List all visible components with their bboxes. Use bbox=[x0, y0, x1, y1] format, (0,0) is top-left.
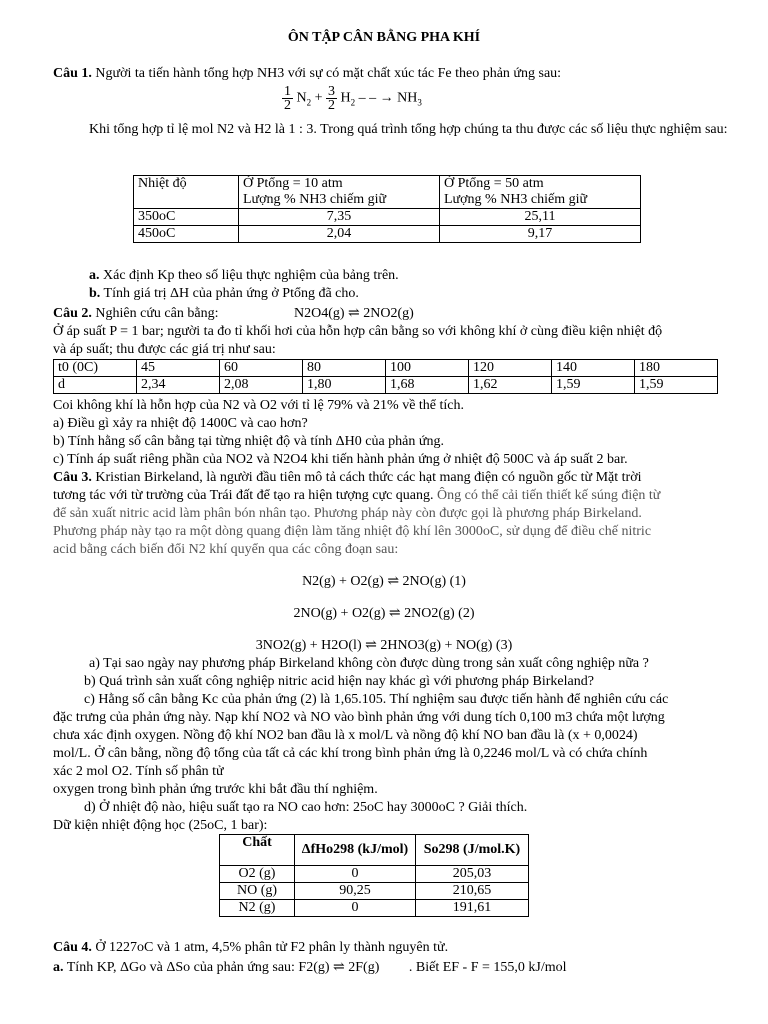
table-row: O2 (g) 0 205,03 bbox=[220, 866, 529, 883]
q1-paragraph: Khi tổng hợp tỉ lệ mol N2 và H2 là 1 : 3. Trong quá trình tổng hợp chúng ta thu được các số liệu thực nghiệm sau: bbox=[89, 122, 728, 137]
q2-air-note: Coi không khí là hỗn hợp của N2 và O2 với tỉ lệ 79% và 21% về thể tích. bbox=[53, 398, 465, 413]
q3-equation-3: 3NO2(g) + H2O(l) ⇌ 2HNO3(g) + NO(g) (3) bbox=[255, 638, 513, 653]
q3-question-c-line-3: chưa xác định oxygen. Nồng độ khí NO2 ban đầu là x mol/L và nồng độ khí NO ban đầu là (x + 0,0024) bbox=[53, 728, 638, 743]
q2-reaction: N2O4(g) ⇌ 2NO2(g) bbox=[294, 306, 414, 321]
q3-line-5: acid bằng cách biến đổi N2 khí quyển qua các công đoạn sau: bbox=[53, 542, 399, 557]
q1-question-b: b. Tính giá trị ΔH của phản ứng ở Ptổng đã cho. bbox=[89, 286, 359, 301]
q1-th-p50: Ở Ptổng = 50 atm Lượng % NH3 chiếm giữ bbox=[440, 176, 641, 209]
q3-question-c-line-5: xác 2 mol O2. Tính số phân tử bbox=[53, 764, 224, 779]
q1-intro-line bbox=[53, 66, 561, 82]
q4-label: Câu 4. bbox=[53, 940, 92, 955]
q3-line-2: tương tác với từ trường của Trái đất để tạo ra hiện tượng cực quang. Ông có thể cải tiến thiết kế súng điện từ bbox=[53, 488, 661, 503]
q1-reaction: $\frac{1}{2}$ $N_2$ + $\frac{3}{2}$ $H_2$ – – → $NH_3$ bbox=[284, 84, 422, 113]
q3-line-4: Phương pháp này tạo ra một dòng quang điện làm tăng nhiệt độ khí lên 3000oC, sử dụng để điều chế nitric bbox=[53, 524, 652, 539]
table-row: 350oC 7,35 25,11 bbox=[134, 209, 641, 226]
q1-label: Câu 1. bbox=[53, 66, 92, 81]
q1-question-a: a. Xác định Kp theo số liệu thực nghiệm của bảng trên. bbox=[89, 268, 399, 283]
q4-question-a: a. Tính KP, ΔGo và ΔSo của phản ứng sau: F2(g) ⇌ 2F(g) . Biết EF - F = 155,0 kJ/mol bbox=[53, 960, 567, 975]
q2-question-c: c) Tính áp suất riêng phần của NO2 và N2O4 khi tiến hành phản ứng ở nhiệt độ 500C và áp suất 2 bar. bbox=[53, 452, 628, 467]
q3-th-entropy: So298 (J/mol.K) bbox=[416, 835, 529, 866]
q3-line-1: Câu 3. Kristian Birkeland, là người đầu tiên mô tả cách thức các hạt mang điện có nguồn gốc từ Mặt trời bbox=[53, 470, 642, 485]
q3-question-b: b) Quá trình sản xuất công nghiệp nitric acid hiện nay khác gì với phương pháp Birkeland? bbox=[84, 674, 594, 689]
q3-question-d: d) Ở nhiệt độ nào, hiệu suất tạo ra NO cao hơn: 25oC hay 3000oC ? Giải thích. bbox=[84, 800, 528, 815]
q2-label: Câu 2. bbox=[53, 306, 92, 321]
table-row: d 2,34 2,08 1,80 1,68 1,62 1,59 1,59 bbox=[54, 377, 718, 394]
table-row: t0 (0C) 45 60 80 100 120 140 180 bbox=[54, 360, 718, 377]
table-row: 450oC 2,04 9,17 bbox=[134, 226, 641, 243]
q3-th-substance: Chất bbox=[220, 835, 295, 866]
q2-table bbox=[53, 359, 718, 394]
page-title: ÔN TẬP CÂN BẰNG PHA KHÍ bbox=[287, 30, 481, 45]
q3-question-c-line-2: đặc trưng của phản ứng này. Nạp khí NO2 và NO vào bình phản ứng với dung tích 0,100 m3 chứa một lượng bbox=[53, 710, 665, 725]
table-row: N2 (g) 0 191,61 bbox=[220, 900, 529, 917]
q1-th-p10: Ở Ptổng = 10 atm Lượng % NH3 chiếm giữ bbox=[239, 176, 440, 209]
q3-question-c-line-6: oxygen trong bình phản ứng trước khi bắt đầu thí nghiệm. bbox=[53, 782, 378, 797]
q1-intro: Người ta tiến hành tổng hợp NH3 với sự có mặt chất xúc tác Fe theo phản ứng sau: bbox=[95, 66, 562, 81]
q3-thermo-table bbox=[219, 834, 529, 917]
q2-line-1: Ở áp suất P = 1 bar; người ta đo tỉ khối hơi của hỗn hợp cân bằng so với không khí ở cùng điều kiện nhiệt độ bbox=[53, 324, 663, 339]
q2-intro-line: Câu 2. Nghiên cứu cân bằng: bbox=[53, 306, 219, 321]
q3-thermo-heading: Dữ kiện nhiệt động học (25oC, 1 bar): bbox=[53, 818, 268, 833]
q3-question-c-line-4: mol/L. Ở cân bằng, nồng độ tổng của tất cả các khí trong bình phản ứng là 0,2246 mol/L và có chứa chính bbox=[53, 746, 648, 761]
q2-question-b: b) Tính hằng số cân bằng tại từng nhiệt độ và tính ΔH0 của phản ứng. bbox=[53, 434, 444, 449]
q1-table bbox=[133, 175, 641, 243]
q3-line-3: để sản xuất nitric acid làm phân bón nhân tạo. Phương pháp này còn được gọi là phương pháp Birkeland. bbox=[53, 506, 642, 521]
q3-label: Câu 3. bbox=[53, 470, 92, 485]
q3-equation-2: 2NO(g) + O2(g) ⇌ 2NO2(g) (2) bbox=[293, 606, 475, 621]
q1-th-temp: Nhiệt độ bbox=[134, 176, 239, 209]
q3-question-c-line-1: c) Hằng số cân bằng Kc của phản ứng (2) là 1,65.105. Thí nghiệm sau được tiến hành để nghiên cứu các bbox=[84, 692, 669, 707]
q3-equation-1: N2(g) + O2(g) ⇌ 2NO(g) (1) bbox=[302, 574, 466, 589]
q2-question-a: a) Điều gì xảy ra nhiệt độ 1400C và cao hơn? bbox=[53, 416, 308, 431]
table-row: NO (g) 90,25 210,65 bbox=[220, 883, 529, 900]
q3-th-enthalpy: ΔfHo298 (kJ/mol) bbox=[295, 835, 416, 866]
q3-question-a: a) Tại sao ngày nay phương pháp Birkeland không còn được dùng trong sản xuất công nghiệp nữa ? bbox=[89, 656, 649, 671]
q4-intro-line: Câu 4. Ở 1227oC và 1 atm, 4,5% phân tử F2 phân ly thành nguyên tử. bbox=[53, 940, 449, 955]
q2-line-2: và áp suất; thu được các giá trị như sau: bbox=[53, 342, 276, 357]
